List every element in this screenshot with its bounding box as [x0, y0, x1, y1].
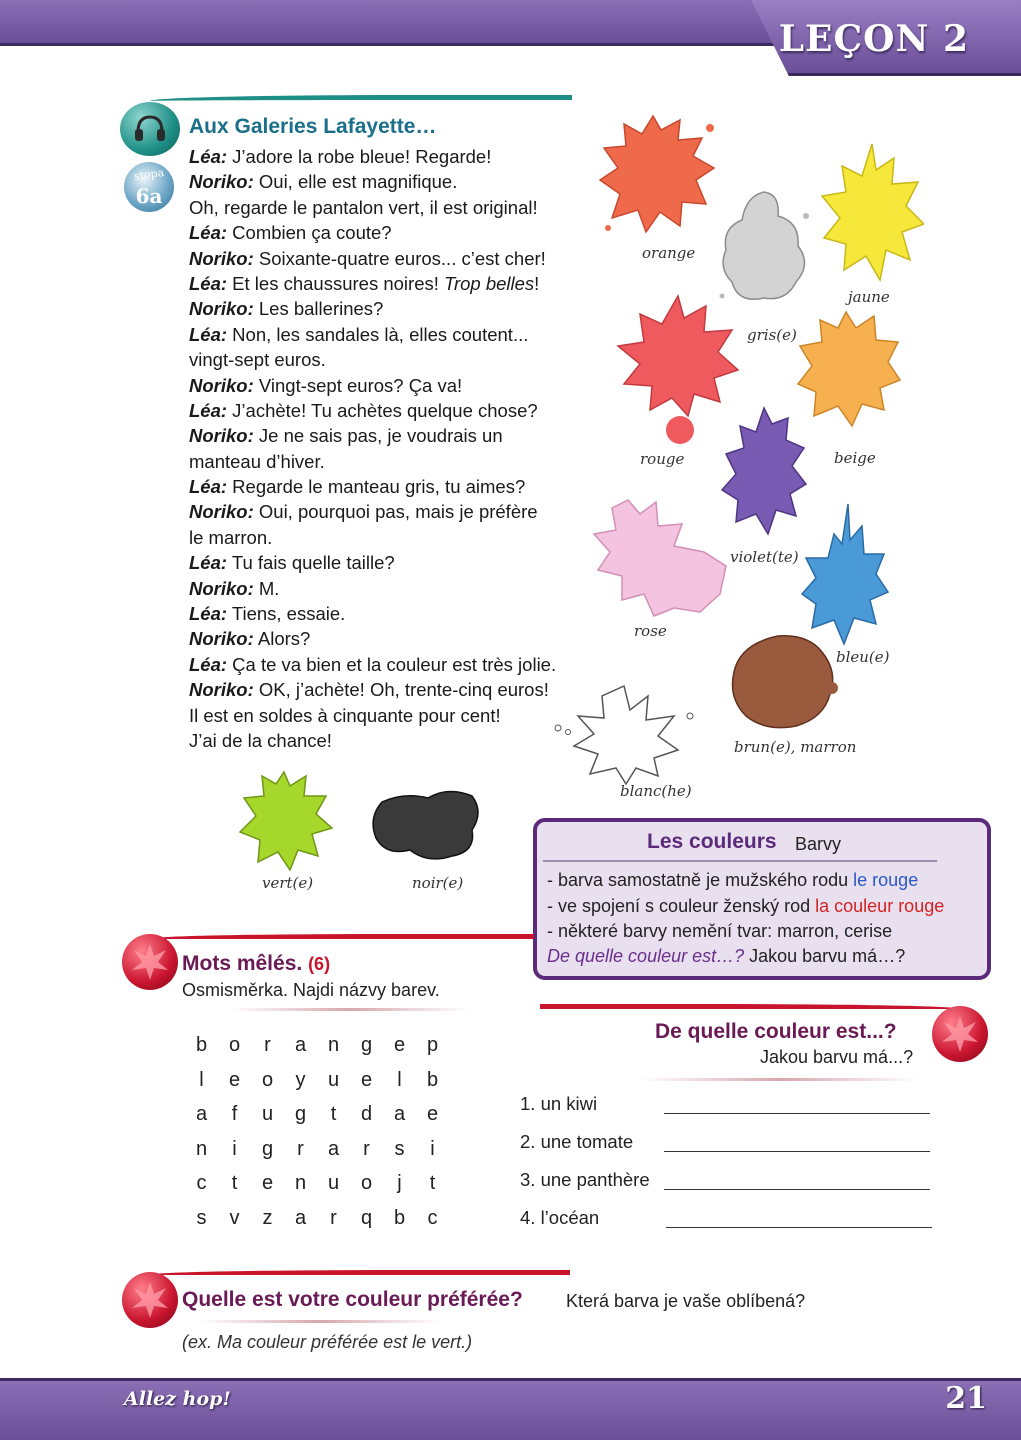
gray-splash: [716, 186, 812, 306]
grid-letter[interactable]: s: [394, 1137, 405, 1160]
dialogue-line: [189, 703, 589, 728]
quiz-item-3: 3. une panthère: [520, 1169, 650, 1190]
speaker-name: Noriko:: [189, 501, 254, 523]
grid-letter[interactable]: l: [199, 1068, 204, 1091]
grid-letter[interactable]: t: [330, 1103, 337, 1126]
dialogue-italic: Trop belles: [444, 272, 535, 294]
speaker-name: Léa:: [189, 476, 228, 498]
grid-letter[interactable]: n: [195, 1137, 208, 1160]
dialogue-line: [189, 271, 589, 296]
word-search-title: Mots mêlés. (6): [182, 952, 331, 975]
dialogue-text-span: Et les chaussures noires!: [227, 272, 445, 294]
speaker-name: Noriko:: [189, 171, 254, 193]
lesson-title: LEÇON 2: [778, 18, 969, 60]
dialogue-text-span: Regarde le manteau gris, tu aimes?: [227, 476, 526, 498]
label-noir: noir(e): [412, 874, 464, 892]
dialogue-text-span: Les ballerines?: [253, 298, 384, 320]
star-burst-icon: [932, 1006, 988, 1062]
grid-row: [185, 1032, 449, 1067]
dialogue-text-span: OK, j’achète! Oh, trente-cinq euros!: [253, 679, 549, 701]
dialogue-text-span: Alors?: [253, 628, 311, 650]
word-search-instruction: Osmisměrka. Najdi názvy barev.: [182, 980, 440, 1000]
grid-row: [185, 1067, 449, 1102]
orange-splash: [598, 108, 718, 238]
yellow-splash: [820, 140, 924, 290]
dialogue-line: [189, 322, 589, 347]
grid-letter[interactable]: u: [261, 1103, 274, 1126]
dialogue-text-span: Combien ça coute?: [227, 222, 392, 244]
speaker-name: Noriko:: [189, 374, 254, 396]
grid-letter[interactable]: q: [360, 1206, 373, 1229]
grid-letter[interactable]: c: [196, 1172, 207, 1195]
dialogue-text-span: J’adore la robe bleue! Regarde!: [227, 146, 492, 167]
label-orange: orange: [642, 244, 696, 262]
dialogue-line: [189, 220, 589, 245]
white-splash: [550, 676, 702, 786]
answer-field-2[interactable]: [664, 1151, 930, 1152]
headphones-icon: [120, 102, 180, 156]
star-burst-icon: [122, 1272, 178, 1328]
grid-letter[interactable]: g: [261, 1137, 274, 1160]
grid-letter[interactable]: o: [261, 1068, 274, 1091]
grid-letter[interactable]: j: [397, 1172, 402, 1195]
dialogue-line: [189, 576, 589, 601]
dialogue-text-span: Tu fais quelle taille?: [227, 552, 395, 574]
speaker-name: Léa:: [189, 146, 228, 167]
answer-field-1[interactable]: [664, 1113, 930, 1114]
brown-splash: [726, 632, 840, 732]
cd-label: stopa: [133, 165, 165, 184]
favorite-title: Quelle est votre couleur préférée?: [182, 1288, 523, 1311]
favorite-underline: [200, 1320, 440, 1323]
grid-letter[interactable]: e: [228, 1068, 241, 1091]
dialogue-text-span: !: [534, 272, 540, 294]
rule-line-1: - barva samostatně je mužského rodu le rouge: [547, 870, 919, 890]
favorite-swoosh: [150, 1270, 570, 1278]
grid-letter[interactable]: n: [294, 1172, 307, 1195]
grid-letter[interactable]: b: [426, 1068, 439, 1091]
favorite-example: (ex. Ma couleur préférée est le vert.): [182, 1332, 473, 1352]
colors-box-title: Les couleurs: [647, 830, 777, 853]
grid-letter[interactable]: p: [426, 1034, 439, 1056]
colors-grammar-box: [533, 818, 991, 980]
dialogue-text-span: J’ai de la chance!: [189, 729, 332, 751]
grid-letter[interactable]: s: [196, 1206, 207, 1229]
speaker-name: Noriko:: [189, 298, 254, 320]
label-rose: rose: [634, 622, 667, 640]
grid-letter[interactable]: e: [426, 1103, 439, 1126]
dialogue-line: [189, 728, 589, 753]
colors-box-title-cz: Barvy: [795, 834, 842, 854]
quiz-item-1: 1. un kiwi: [520, 1093, 598, 1114]
speaker-name: Léa:: [189, 399, 228, 421]
grid-row: [185, 1101, 449, 1136]
dialogue-line: [189, 169, 589, 194]
speaker-name: Noriko:: [189, 247, 254, 269]
star-burst-icon: [122, 934, 178, 990]
favorite-subtitle: Která barva je vaše oblíbená?: [566, 1291, 806, 1311]
colors-box-divider: [543, 860, 937, 862]
speaker-name: Noriko:: [189, 577, 254, 599]
dialogue-text-span: Oui, elle est magnifique.: [253, 171, 458, 193]
dialogue-text-span: Non, les sandales là, elles coutent...: [227, 323, 529, 345]
grid-letter[interactable]: t: [231, 1172, 238, 1195]
footer-series-name: Allez hop!: [124, 1388, 231, 1410]
rule-line-4: De quelle couleur est…? Jakou barvu má…?: [547, 946, 906, 966]
grid-letter[interactable]: i: [232, 1137, 237, 1160]
grid-row: [185, 1170, 449, 1205]
grid-letter[interactable]: a: [393, 1103, 406, 1126]
grid-letter[interactable]: a: [294, 1206, 307, 1229]
quiz-item-2: 2. une tomate: [520, 1131, 634, 1152]
grid-letter[interactable]: e: [261, 1172, 274, 1195]
grid-letter[interactable]: r: [297, 1137, 304, 1160]
grid-letter[interactable]: v: [229, 1206, 240, 1229]
speaker-name: Léa:: [189, 272, 228, 294]
grid-letter[interactable]: o: [360, 1172, 373, 1195]
dialogue-title: Aux Galeries Lafayette…: [189, 115, 437, 138]
quiz-underline: [640, 1078, 920, 1081]
black-splash: [368, 784, 482, 864]
dialogue-line: [189, 423, 589, 448]
dialogue-text-span: Vingt-sept euros? Ça va!: [253, 374, 463, 396]
dialogue-text: [189, 144, 589, 753]
dialogue-line: [189, 347, 589, 372]
speaker-name: Noriko:: [189, 425, 254, 447]
label-bleu: bleu(e): [836, 648, 890, 666]
grid-letter[interactable]: b: [393, 1206, 406, 1229]
label-rouge: rouge: [640, 450, 685, 468]
dialogue-text-span: Oui, pourquoi pas, mais je préfère: [253, 501, 538, 523]
grid-letter[interactable]: a: [195, 1103, 208, 1126]
grid-letter[interactable]: c: [427, 1206, 438, 1229]
quiz-subtitle: Jakou barvu má...?: [760, 1047, 914, 1067]
word-search-underline: [230, 1008, 470, 1011]
dialogue-line: [189, 499, 589, 524]
dialogue-line: [189, 449, 589, 474]
label-brun: brun(e), marron: [734, 738, 857, 756]
pink-splash: [588, 490, 738, 630]
audio-track-badge: [124, 162, 174, 212]
word-search-grid: [185, 1032, 449, 1240]
grid-letter[interactable]: l: [397, 1068, 402, 1091]
dialogue-line: [189, 652, 589, 677]
label-beige: beige: [834, 449, 876, 467]
dialogue-line: [189, 195, 589, 220]
quiz-title: De quelle couleur est...?: [655, 1020, 897, 1043]
grid-letter[interactable]: e: [360, 1068, 373, 1091]
dialogue-text-span: vingt-sept euros.: [189, 349, 326, 371]
answer-field-3[interactable]: [664, 1189, 930, 1190]
speaker-name: Léa:: [189, 222, 228, 244]
label-vert: vert(e): [262, 874, 314, 892]
blue-splash: [800, 500, 890, 648]
speaker-name: Noriko:: [189, 628, 254, 650]
dialogue-line: [189, 474, 589, 499]
rule-line-2: - ve spojení s couleur ženský rod la couleur rouge: [547, 896, 945, 916]
word-search-swoosh: [150, 934, 534, 942]
dialogue-line: [189, 677, 589, 702]
grid-letter[interactable]: a: [294, 1034, 307, 1056]
grid-letter[interactable]: u: [327, 1068, 340, 1091]
grid-letter[interactable]: z: [262, 1206, 273, 1229]
label-blanc: blanc(he): [620, 782, 692, 800]
grid-row: [185, 1136, 449, 1171]
grid-letter[interactable]: a: [327, 1137, 340, 1160]
label-violet: violet(te): [730, 548, 799, 566]
grid-letter[interactable]: d: [360, 1103, 373, 1126]
speaker-name: Léa:: [189, 323, 228, 345]
dialogue-line: [189, 296, 589, 321]
grid-letter[interactable]: y: [295, 1068, 306, 1091]
quiz-swoosh: [540, 1004, 960, 1012]
grid-letter[interactable]: r: [330, 1206, 337, 1229]
grid-letter[interactable]: b: [195, 1034, 208, 1056]
dialogue-text-span: Il est en soldes à cinquante pour cent!: [189, 704, 501, 726]
speaker-name: Léa:: [189, 653, 228, 675]
dialogue-text-span: Soixante-quatre euros... c’est cher!: [253, 247, 546, 269]
grid-letter[interactable]: o: [228, 1034, 241, 1056]
dialogue-text-span: J’achète! Tu achètes quelque chose?: [227, 399, 538, 421]
dialogue-text-span: Oh, regarde le pantalon vert, il est original!: [189, 196, 538, 218]
speaker-name: Léa:: [189, 603, 228, 625]
dialogue-text-span: Tiens, essaie.: [227, 603, 346, 625]
dialogue-text-span: M.: [253, 577, 280, 599]
dialogue-line: [189, 373, 589, 398]
dialogue-text-span: le marron.: [189, 526, 273, 548]
grid-row: [185, 1205, 449, 1240]
answer-field-4[interactable]: [666, 1227, 932, 1228]
grid-letter[interactable]: i: [430, 1137, 435, 1160]
dialogue-line: [189, 246, 589, 271]
green-splash: [238, 766, 334, 874]
dialogue-line: [189, 398, 589, 423]
beige-splash: [796, 306, 902, 430]
grid-letter[interactable]: r: [264, 1034, 271, 1056]
dialogue-text-span: manteau d’hiver.: [189, 450, 325, 472]
grid-letter[interactable]: n: [327, 1034, 340, 1056]
label-gris: gris(e): [747, 326, 797, 344]
dialogue-text-span: Je ne sais pas, je voudrais un: [253, 425, 503, 447]
grid-letter[interactable]: t: [429, 1172, 436, 1195]
quiz-item-4: 4. l’océan: [520, 1207, 600, 1228]
page-number: 21: [945, 1381, 987, 1416]
dialogue-text-span: Ça te va bien et la couleur est très jolie.: [227, 653, 557, 675]
cd-track-number: 6a: [135, 184, 163, 208]
grid-letter[interactable]: f: [231, 1103, 238, 1126]
dialogue-line: [189, 550, 589, 575]
grid-letter[interactable]: u: [327, 1172, 340, 1195]
grid-letter[interactable]: r: [363, 1137, 370, 1160]
label-jaune: jaune: [848, 288, 890, 306]
dialogue-line: [189, 525, 589, 550]
speaker-name: Léa:: [189, 552, 228, 574]
grid-letter[interactable]: g: [294, 1103, 307, 1126]
dialogue-swoosh: [150, 95, 572, 105]
rule-line-3: - některé barvy nemění tvar: marron, cerise: [547, 921, 893, 941]
grid-letter[interactable]: g: [360, 1034, 373, 1056]
speaker-name: Noriko:: [189, 679, 254, 701]
dialogue-line: [189, 601, 589, 626]
dialogue-line: [189, 626, 589, 651]
dialogue-line: [189, 144, 589, 169]
grid-letter[interactable]: e: [393, 1034, 406, 1056]
